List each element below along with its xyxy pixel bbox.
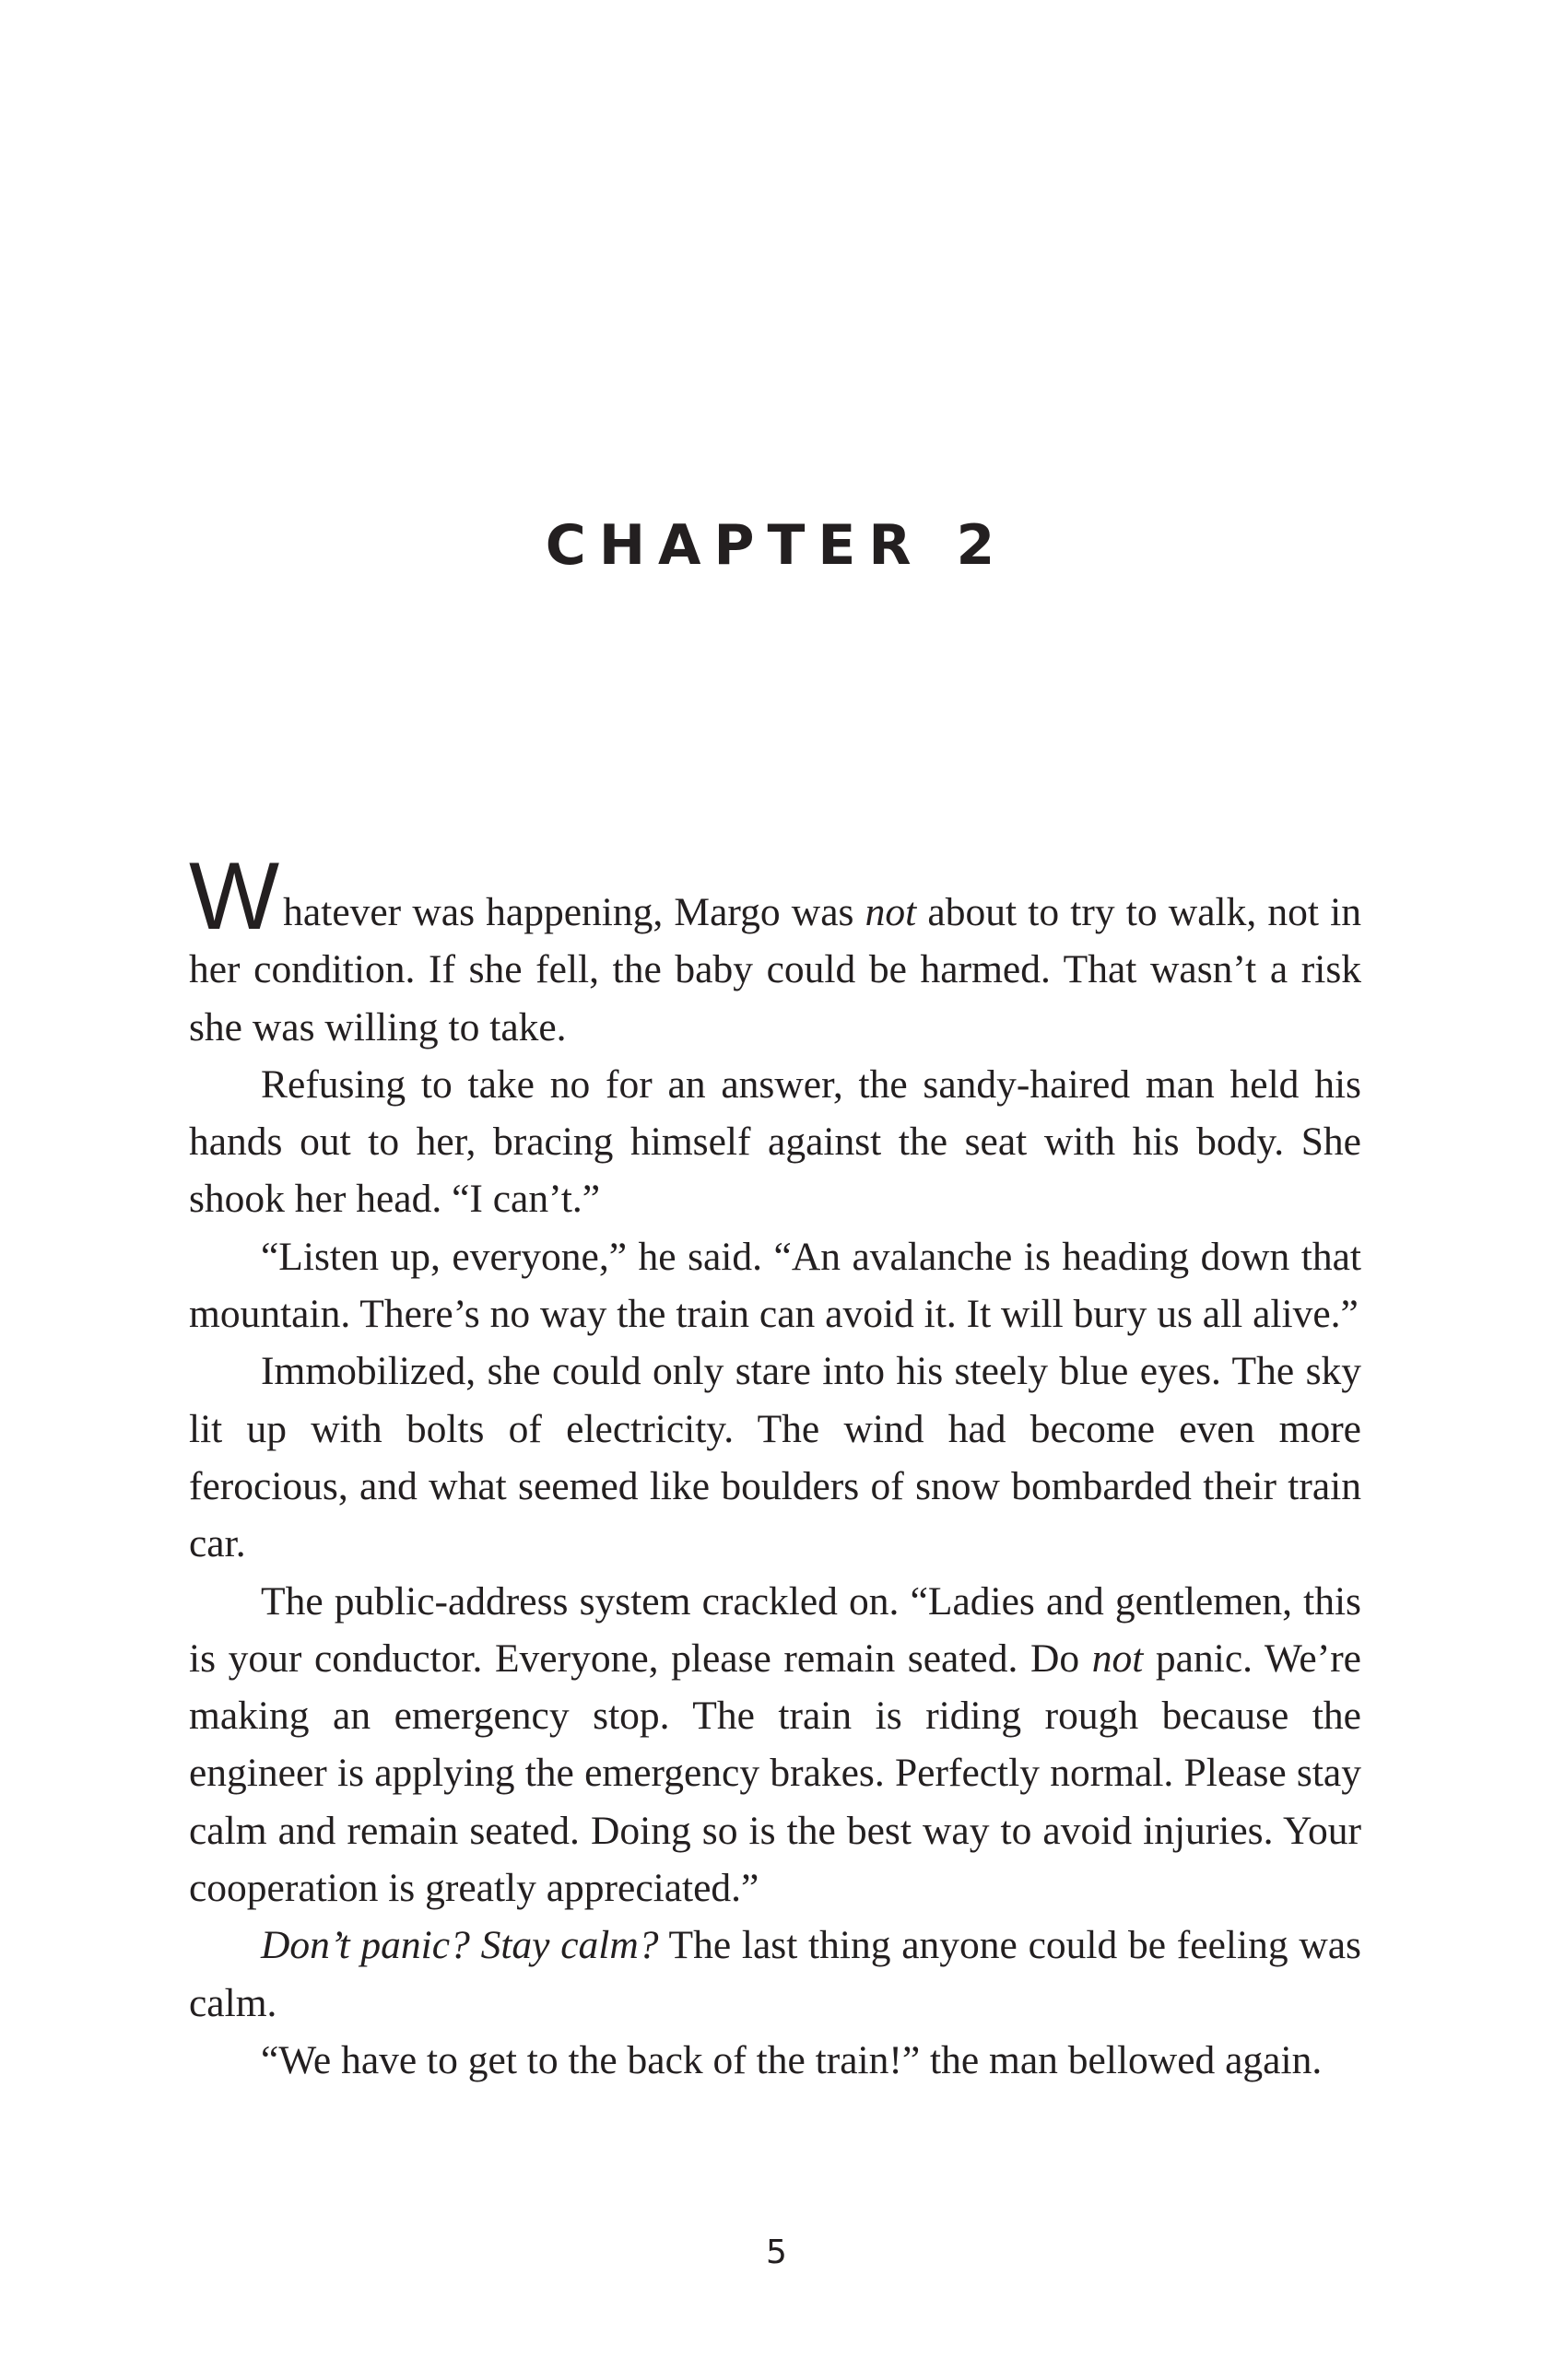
paragraph-run-italic: not	[865, 890, 917, 934]
paragraph-4	[189, 1342, 1361, 1572]
paragraph-run: “We have to get to the back of the train!” the man bellowed again.	[261, 2037, 1323, 2082]
paragraph-run: “Listen up, everyone,” he said. “An avalanche is heading down that mountain. There’s no way the train can avoid it. It will bury us all alive.”	[189, 1234, 1361, 1337]
paragraph-run-italic: not	[1091, 1636, 1144, 1681]
paragraph-run: Immobilized, she could only stare into his steely blue eyes. The sky lit up with bolts of electricity. The wind had become even more ferocious, and what seemed like boulders of snow bombarded their train car.	[189, 1349, 1361, 1566]
drop-cap: W	[189, 843, 280, 950]
paragraph-7	[189, 2032, 1361, 2089]
paragraph-6	[189, 1917, 1361, 2032]
chapter-heading: CHAPTER 2	[545, 513, 1008, 578]
paragraph-run: Refusing to take no for an answer, the sandy-haired man held his hands out to her, bracing himself against the seat with his body. She shook her head. “I can’t.”	[189, 1061, 1361, 1222]
paragraph-run: panic. We’re making an emergency stop. The train is riding rough because the engineer is applying the emergency brakes. Perfectly normal. Please stay calm and remain seated. Doing so is the best way to avoid injuries. Your cooperation is greatly appreciated.”	[189, 1636, 1361, 1911]
paragraph-run: The last thing anyone could be feeling was calm.	[189, 1923, 1361, 2025]
paragraph-run: The public-address system crackled on. “Ladies and gentlemen, this is your conductor. Everyone, please remain seated. Do	[189, 1578, 1361, 1681]
paragraph-run-italic: Don’t panic? Stay calm?	[261, 1923, 659, 1968]
paragraph-1	[189, 843, 1361, 1056]
paragraph-3	[189, 1228, 1361, 1343]
paragraph-run: hatever was happening, Margo was	[283, 890, 865, 934]
page-number: 5	[766, 2233, 787, 2271]
chapter-body	[189, 843, 1361, 2089]
paragraph-run: about to try to walk, not in her condition. If she fell, the baby could be harmed. That wasn’t a risk she was willing to take.	[189, 890, 1361, 1049]
paragraph-2	[189, 1056, 1361, 1228]
paragraph-5	[189, 1573, 1361, 1917]
